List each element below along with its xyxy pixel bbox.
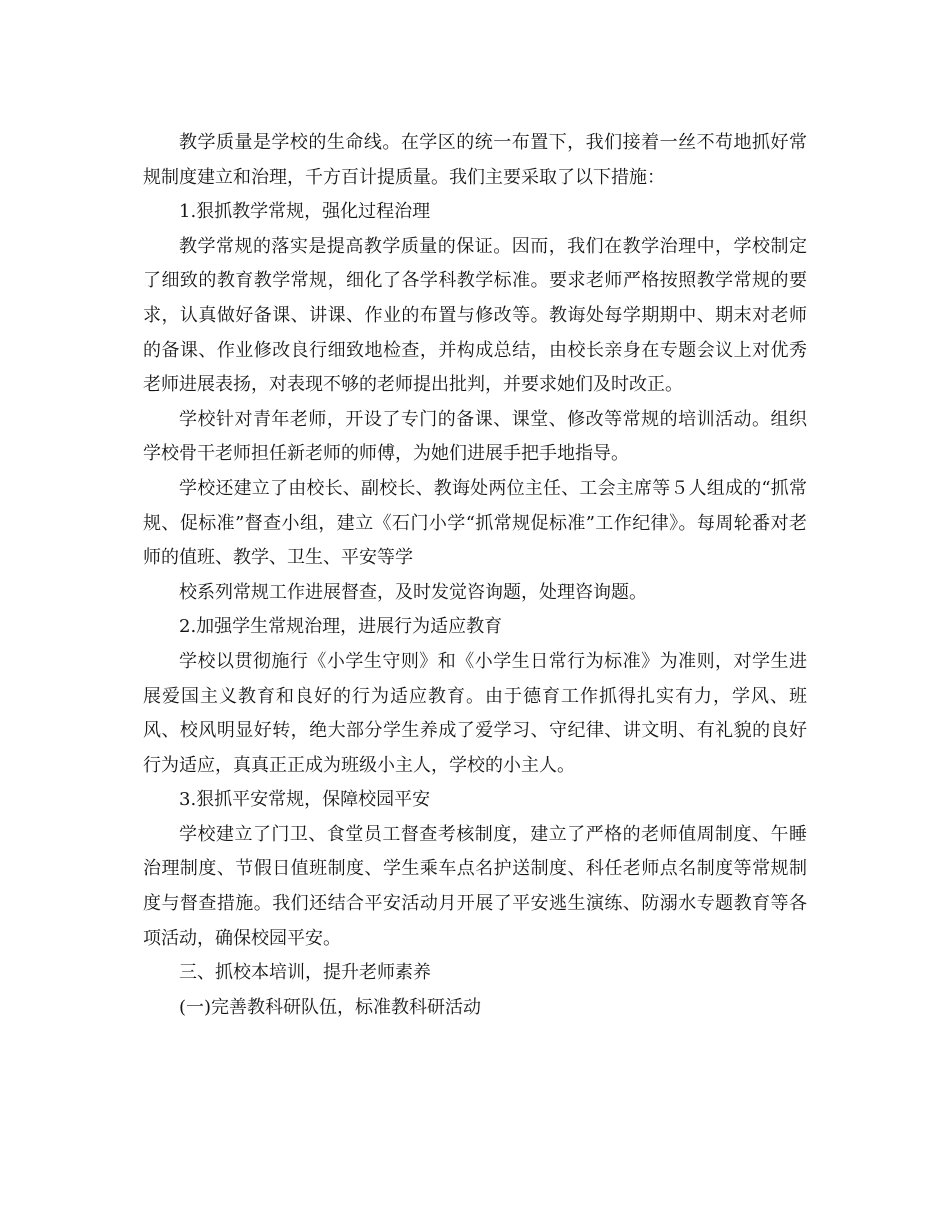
heading-student-routine: 2.加强学生常规治理，进展行为适应教育 [179,616,503,638]
paragraph-teaching-routine: 教学常规的落实是提高教学质量的保证。因而，我们在教学治理中，学校制定了细致的教育教学常规，细化了各学科教学标准。要求老师严格按照教学常规的要求，认真做好备课、讲课、作业的布置与修改等。教诲处每学期期中、期末对老师的备课、作业修改良行细致地检查，并构成总结，由校长亲身在专题会议上对优秀老师进展表扬，对表现不够的老师提出批判，并要求她们及时改正。 [143,235,807,396]
heading-safety-routine: 3.狠抓平安常规，保障校园平安 [179,789,431,811]
paragraph-supervision-continued: 校系列常规工作进展督查，及时发觉咨询题，处理咨询题。 [179,581,647,603]
paragraph-intro: 教学质量是学校的生命线。在学区的统一布置下，我们接着一丝不苟地抓好常规制度建立和治理，千方百计提质量。我们主要采取了以下措施： [143,132,807,188]
paragraph-student-routine: 学校以贯彻施行《小学生守则》和《小学生日常行为标准》为准则，对学生进展爱国主义教育和良好的行为适应教育。由于德育工作抓得扎实有力，学风、班风、校风明显好转，绝大部分学生养成了爱学习、守纪律、讲文明、有礼貌的良好行为适应，真真正正成为班级小主人，学校的小主人。 [143,650,807,776]
paragraph-young-teachers: 学校针对青年老师，开设了专门的备课、课堂、修改等常规的培训活动。组织学校骨干老师担任新老师的师傅，为她们进展手把手地指导。 [143,408,807,465]
heading-research-team: (一)完善教科研队伍，标准教科研活动 [179,996,482,1018]
document-body [143,126,807,1025]
heading-teaching-routine: 1.狠抓教学常规，强化过程治理 [179,201,431,223]
paragraph-supervision-group: 学校还建立了由校长、副校长、教诲处两位主任、工会主席等５人组成的“抓常规、促标准”督查小组，建立《石门小学“抓常规促标准”工作纪律》。每周轮番对老师的值班、教学、卫生、平安等学 [143,477,807,569]
paragraph-safety-routine: 学校建立了门卫、食堂员工督查考核制度，建立了严格的老师值周制度、午睡治理制度、节假日值班制度、学生乘车点名护送制度、科任老师点名制度等常规制度与督查措施。我们还结合平安活动月开展了平安逃生演练、防溺水专题教育等各项活动，确保校园平安。 [143,823,807,949]
heading-school-training: 三、抓校本培训，提升老师素养 [179,962,431,984]
